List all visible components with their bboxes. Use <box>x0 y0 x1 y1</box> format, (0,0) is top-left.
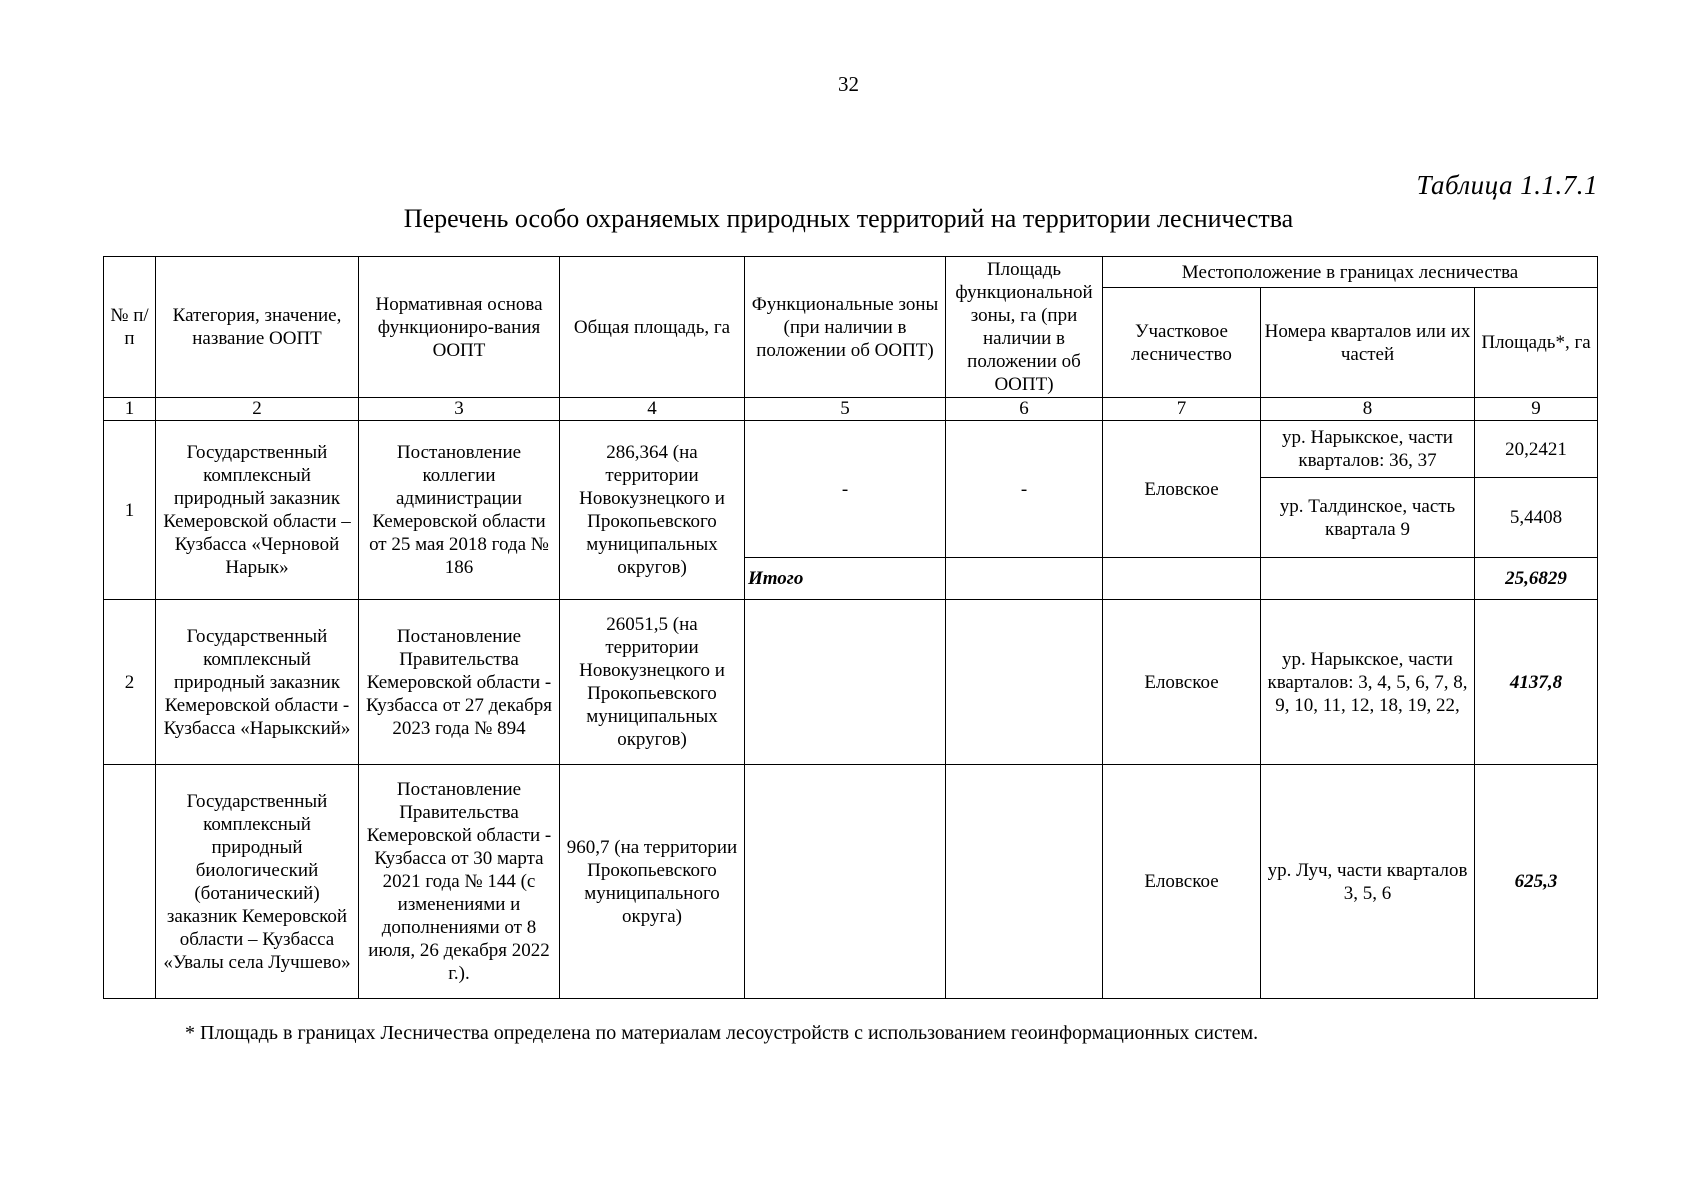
row1-category: Государственный комплексный природный заказник Кемеровской области – Кузбасса «Черновой Нарык» <box>156 421 359 600</box>
row2-quarters: ур. Нарыкское, части кварталов: 3, 4, 5, 6, 7, 8, 9, 10, 11, 12, 18, 19, 22, <box>1261 600 1475 765</box>
row1-area-1: 20,2421 <box>1475 421 1598 478</box>
header-total-area: Общая площадь, га <box>560 257 745 398</box>
column-number: 5 <box>745 398 946 421</box>
header-basis: Нормативная основа функциониро-вания ООПТ <box>359 257 560 398</box>
row3-category: Государственный комплексный природный биологический (ботанический) заказник Кемеровской области – Кузбасса «Увалы села Лучшево» <box>156 765 359 999</box>
footnote: * Площадь в границах Лесничества определена по материалам лесоустройств с использованием геоинформационных систем. <box>185 1022 1259 1044</box>
header-zone-area: Площадь функциональной зоны, га (при наличии в положении об ООПТ) <box>946 257 1103 398</box>
row1-zones: - <box>745 421 946 558</box>
row2-num: 2 <box>104 600 156 765</box>
column-number: 6 <box>946 398 1103 421</box>
header-location: Местоположение в границах лесничества <box>1103 257 1598 288</box>
column-number: 4 <box>560 398 745 421</box>
row1-total-label: Итого <box>745 558 946 600</box>
row3-num <box>104 765 156 999</box>
row1-basis: Постановление коллегии администрации Кемеровской области от 25 мая 2018 года № 186 <box>359 421 560 600</box>
row1-area-2: 5,4408 <box>1475 478 1598 558</box>
page-number: 32 <box>838 72 859 96</box>
row3-forestry: Еловское <box>1103 765 1261 999</box>
header-forestry: Участковое лесничество <box>1103 288 1261 398</box>
row1-total-empty <box>1103 558 1261 600</box>
row3-zone-area <box>946 765 1103 999</box>
row1-total-area: 286,364 (на территории Новокузнецкого и Прокопьевского муниципальных округов) <box>560 421 745 600</box>
row3-total-area: 960,7 (на территории Прокопьевского муниципального округа) <box>560 765 745 999</box>
row2-category: Государственный комплексный природный заказник Кемеровской области - Кузбасса «Нарыкский» <box>156 600 359 765</box>
row3-basis: Постановление Правительства Кемеровской области - Кузбасса от 30 марта 2021 года № 144 (с изменениями и дополнениями от 8 июля, 26 декабря 2022 г.). <box>359 765 560 999</box>
row2-basis: Постановление Правительства Кемеровской области - Кузбасса от 27 декабря 2023 года № 894 <box>359 600 560 765</box>
row1-total-empty <box>1261 558 1475 600</box>
row2-forestry: Еловское <box>1103 600 1261 765</box>
column-number: 8 <box>1261 398 1475 421</box>
header-zones: Функциональные зоны (при наличии в положении об ООПТ) <box>745 257 946 398</box>
row2-zone-area <box>946 600 1103 765</box>
row1-forestry: Еловское <box>1103 421 1261 558</box>
row3-quarters: ур. Луч, части кварталов 3, 5, 6 <box>1261 765 1475 999</box>
row2-area: 4137,8 <box>1475 600 1598 765</box>
row2-total-area: 26051,5 (на территории Новокузнецкого и Прокопьевского муниципальных округов) <box>560 600 745 765</box>
oopt-table <box>103 256 1598 999</box>
row3-zones <box>745 765 946 999</box>
column-number: 3 <box>359 398 560 421</box>
table-title: Перечень особо охраняемых природных территорий на территории лесничества <box>403 204 1294 233</box>
row1-zone-area: - <box>946 421 1103 558</box>
table-caption: Таблица 1.1.7.1 <box>1416 170 1598 200</box>
row3-area: 625,3 <box>1475 765 1598 999</box>
column-number: 2 <box>156 398 359 421</box>
column-number: 9 <box>1475 398 1598 421</box>
row1-total-empty <box>946 558 1103 600</box>
column-number: 7 <box>1103 398 1261 421</box>
row1-quarters-2: ур. Талдинское, часть квартала 9 <box>1261 478 1475 558</box>
column-number: 1 <box>104 398 156 421</box>
row2-zones <box>745 600 946 765</box>
header-num: № п/п <box>104 257 156 398</box>
row1-quarters-1: ур. Нарыкское, части кварталов: 36, 37 <box>1261 421 1475 478</box>
row1-total-value: 25,6829 <box>1475 558 1598 600</box>
row1-num: 1 <box>104 421 156 600</box>
header-area: Площадь*, га <box>1475 288 1598 398</box>
header-quarters: Номера кварталов или их частей <box>1261 288 1475 398</box>
header-category: Категория, значение, название ООПТ <box>156 257 359 398</box>
